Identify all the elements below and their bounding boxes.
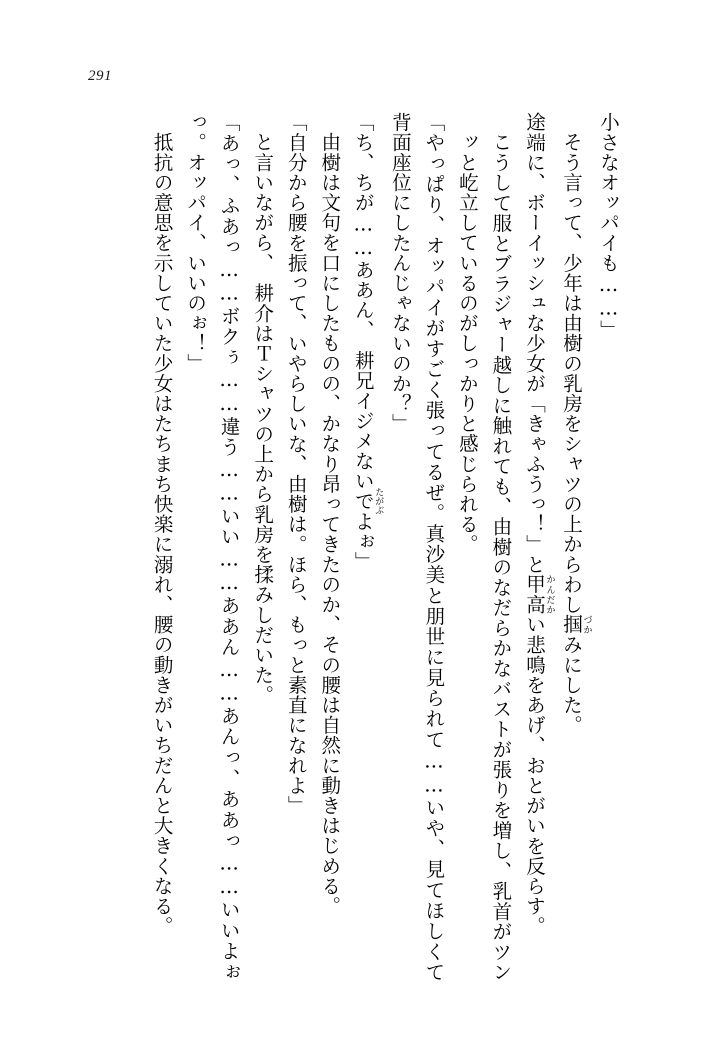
paragraph-11 <box>145 112 179 982</box>
page-body-text <box>85 112 625 982</box>
ruby-tsukami <box>559 614 592 635</box>
paragraph-9-text: と言いながら、 耕介はＴシャツの上から乳房を揉みしだいた。 <box>251 132 275 706</box>
paragraph-8 <box>279 112 313 982</box>
paragraph-4-text: こうして服とブラジャー越しに触れても、由樹のなだらかなバストが張りを増し、乳首がツンッと屹立しているのがしっかりと感じられる。 <box>455 132 513 982</box>
paragraph-10-text: 「あっ、ふあっ……ボクぅ……違う……いい……ああん……あんっ、ああっ……いいよぉっ。オッパイ、いいのぉ！」 <box>184 112 241 982</box>
paragraph-6-post: よぉ」 <box>351 511 375 572</box>
ruby-base-kandaka: 甲高 <box>522 574 546 615</box>
paragraph-7-text: 由樹は文句を口にしたものの、かなり昂ってきたのか、その腰は自然に動きはじめる。 <box>318 132 342 916</box>
paragraph-11-text: 抵抗の意思を示していた少女はたちまち快楽に溺れ、腰の動きがいちだんと大きくなる。 <box>150 132 174 936</box>
paragraph-6-pre: 「ち、ちが……ああん、 耕兄イジメない <box>351 112 375 492</box>
ruby-text-takabu: たがぶ <box>373 487 384 515</box>
paragraph-6 <box>346 112 383 982</box>
paragraph-2-post: みにした。 <box>559 634 583 736</box>
paragraph-9 <box>246 112 280 982</box>
ruby-kandaka <box>522 574 555 615</box>
ruby-base-tsukami: 掴 <box>559 614 583 635</box>
page-number: 291 <box>88 68 112 84</box>
paragraph-7 <box>313 112 347 982</box>
paragraph-2-pre: そう言って、少年は由樹の乳房をシャツの上からわし <box>559 132 583 615</box>
ruby-text-tsukami: づか <box>581 614 592 635</box>
paragraph-4 <box>450 112 517 982</box>
ruby-text-kandaka: かんだか <box>544 574 555 615</box>
paragraph-8-text: 「自分から腰を振って、いやらしいな、由樹は。ほら、もっと素直になれよ」 <box>284 112 308 816</box>
paragraph-5-text: 「やっぱり、オッパイがすごく張ってるぜ。真沙美と朋世に見られて……いや、見てほしくて背面座位にしたんじゃないのか？」 <box>388 112 446 982</box>
ruby-takabu <box>351 487 384 515</box>
paragraph-2 <box>554 112 591 982</box>
paragraph-1 <box>591 112 625 982</box>
paragraph-1-text: 小さなオッパイも……」 <box>597 112 620 341</box>
paragraph-3-post: い悲鳴をあげ、おとがいを反らす。 <box>522 614 546 937</box>
paragraph-3-pre: 途端に、ボーイッシュな少女が「きゃふうっ！」と <box>522 112 546 575</box>
paragraph-5 <box>383 112 450 982</box>
paragraph-3 <box>517 112 554 982</box>
paragraph-10 <box>179 112 246 982</box>
ruby-base-takabu: で <box>351 487 375 515</box>
